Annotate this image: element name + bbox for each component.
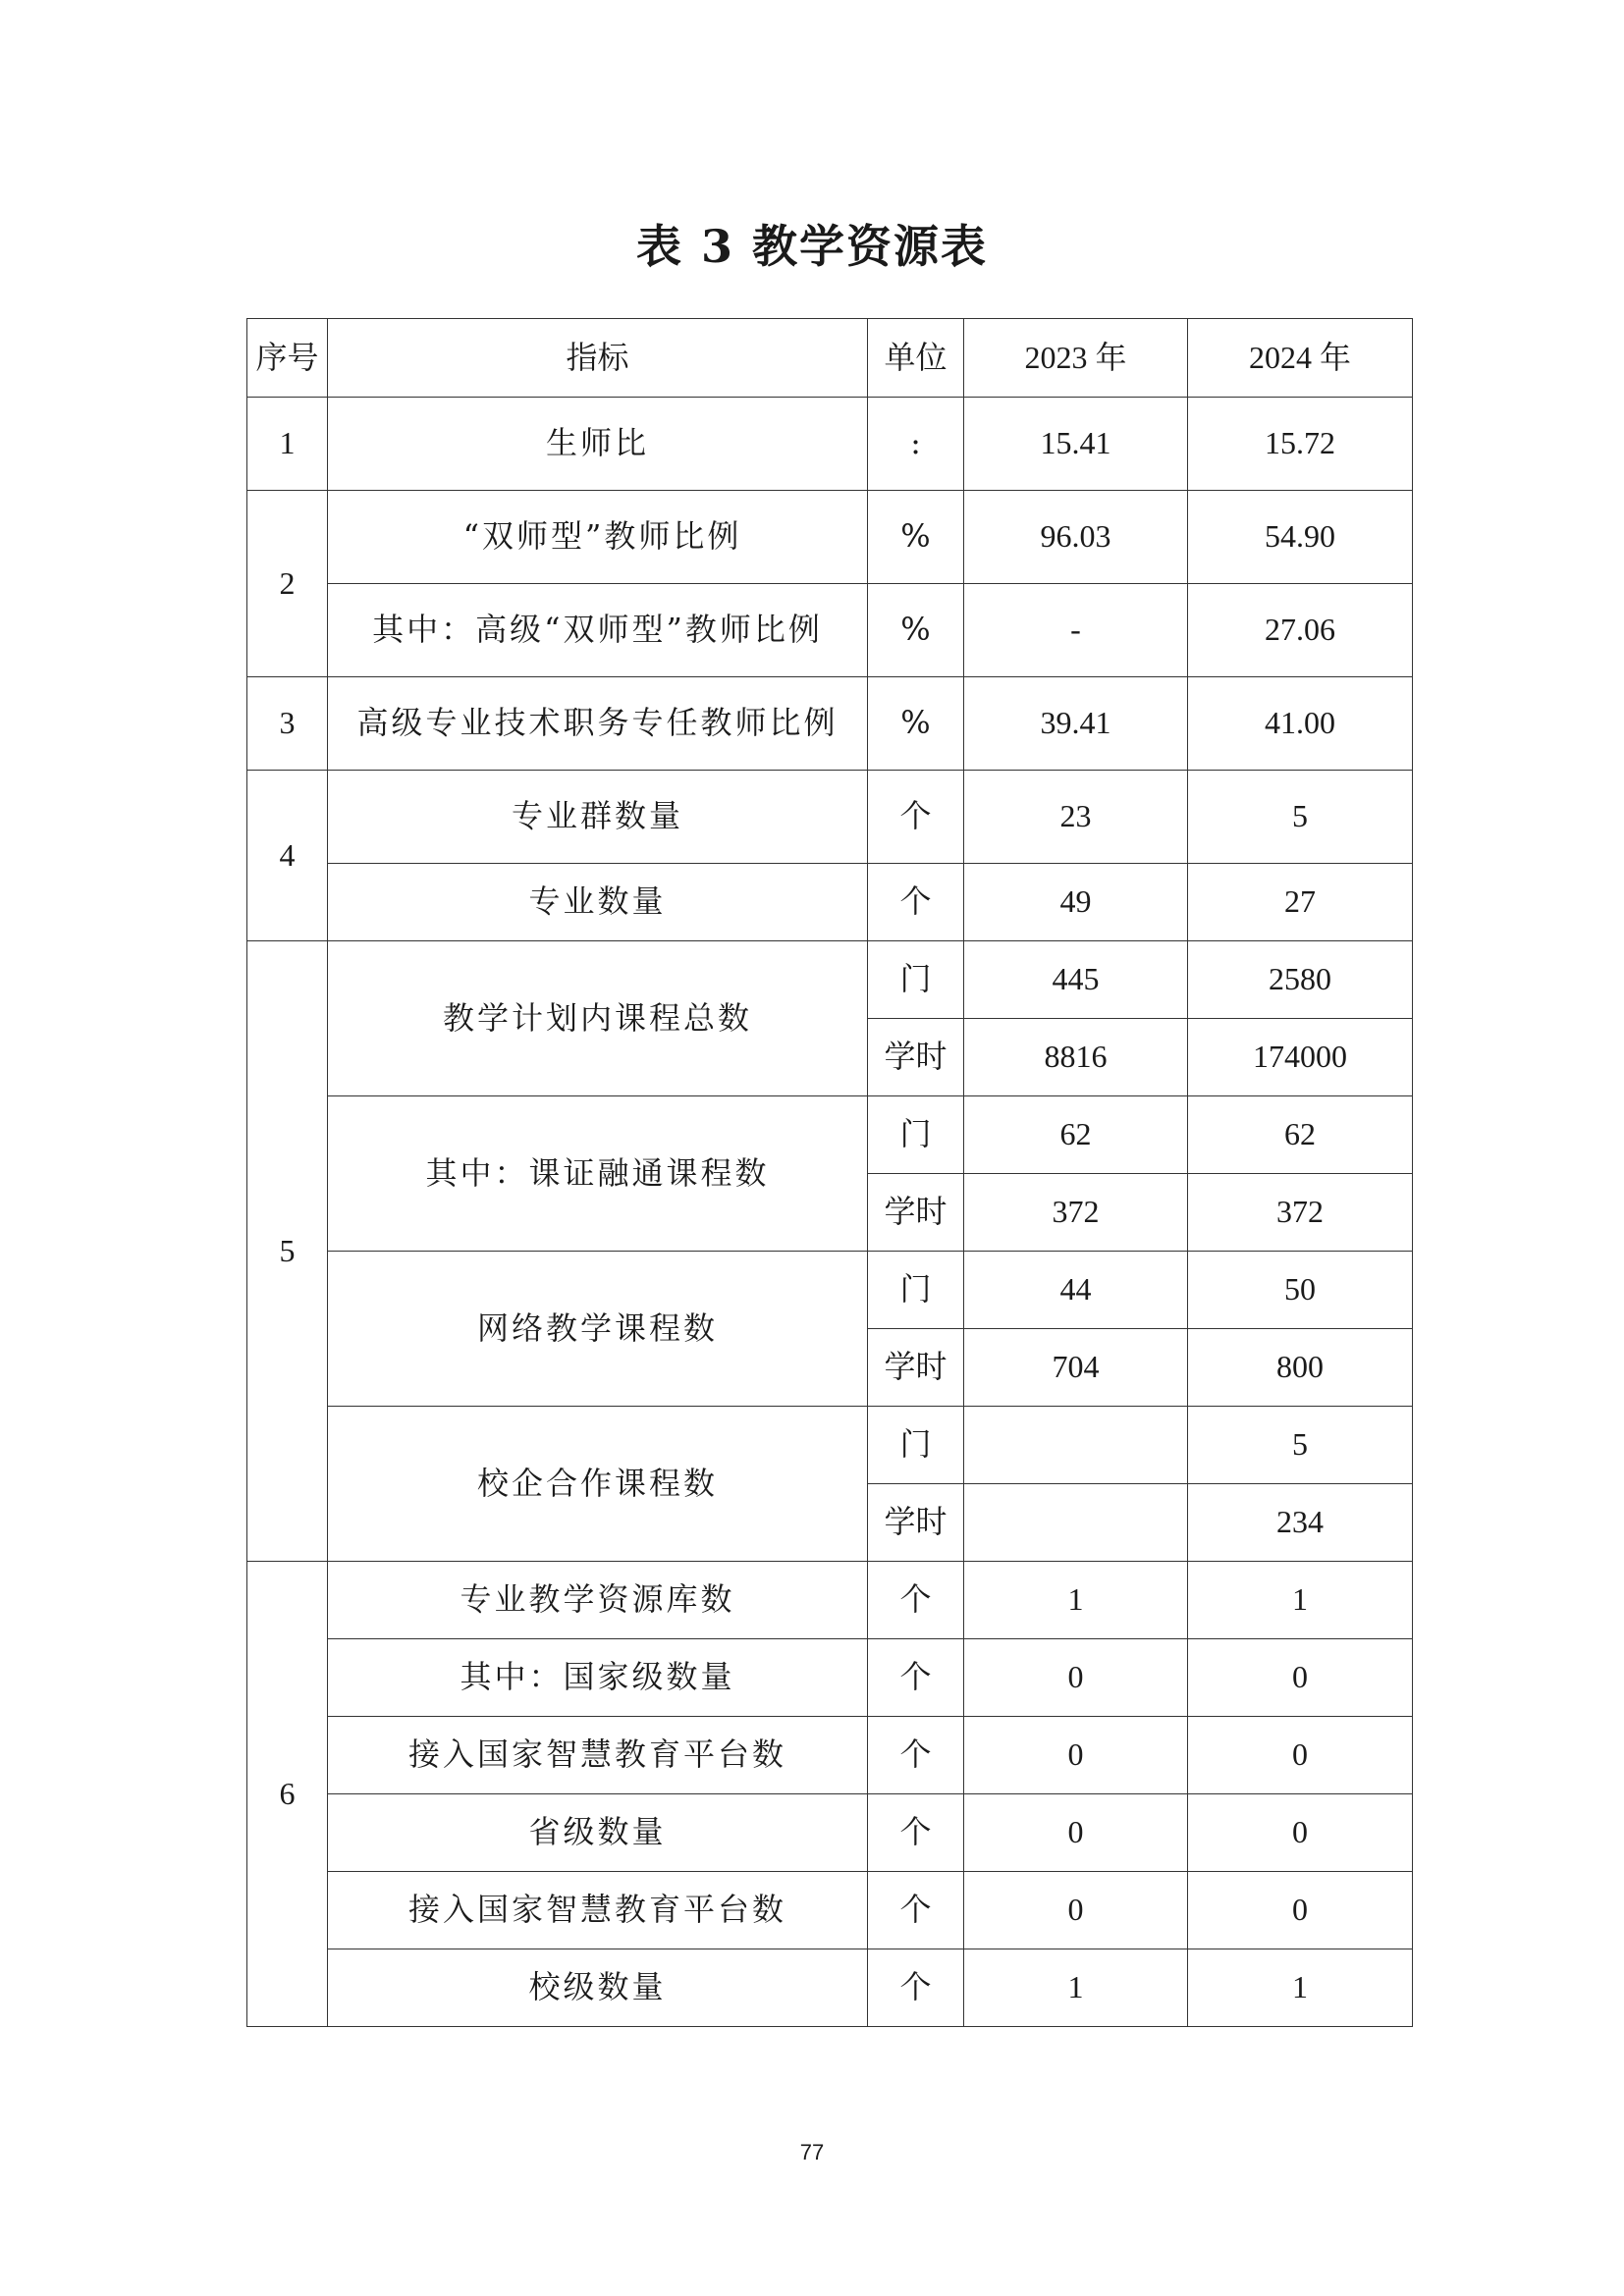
table-row: [247, 491, 1413, 584]
indicator-cell: 省级数量: [328, 1794, 868, 1872]
value-2023-cell: 445: [964, 941, 1188, 1019]
value-2024-cell: 27.06: [1188, 584, 1413, 677]
seq-cell: 6: [247, 1562, 328, 2027]
unit-cell: 学时: [868, 1329, 964, 1407]
table-row: [247, 1562, 1413, 1639]
value-2023-cell: 49: [964, 864, 1188, 941]
page-number: 77: [799, 2140, 825, 2164]
table-row: [247, 941, 1413, 1019]
seq-cell: 1: [247, 398, 328, 491]
indicator-cell: 校级数量: [328, 1949, 868, 2027]
value-2024-cell: 174000: [1188, 1019, 1413, 1096]
teaching-resources-table: [246, 318, 1413, 2027]
indicator-cell: 其中：国家级数量: [328, 1639, 868, 1717]
value-2023-cell: 1: [964, 1949, 1188, 2027]
value-2023-cell: 0: [964, 1794, 1188, 1872]
seq-cell: 3: [247, 677, 328, 771]
unit-cell: 个: [868, 771, 964, 864]
indicator-cell: 高级专业技术职务专任教师比例: [328, 677, 868, 771]
value-2024-cell: 0: [1188, 1639, 1413, 1717]
value-2024-cell: 50: [1188, 1252, 1413, 1329]
unit-cell: %: [868, 677, 964, 771]
unit-cell: 门: [868, 1407, 964, 1484]
table-row: [247, 677, 1413, 771]
value-2023-cell: 15.41: [964, 398, 1188, 491]
seq-cell: 2: [247, 491, 328, 677]
table-row: [247, 1407, 1413, 1484]
table-row: [247, 1252, 1413, 1329]
header-seq: 序号: [247, 319, 328, 398]
value-2023-cell: 44: [964, 1252, 1188, 1329]
value-2024-cell: 54.90: [1188, 491, 1413, 584]
value-2023-cell: 1: [964, 1562, 1188, 1639]
value-2023-cell: 704: [964, 1329, 1188, 1407]
value-2024-cell: 41.00: [1188, 677, 1413, 771]
value-2024-cell: 5: [1188, 1407, 1413, 1484]
unit-cell: 学时: [868, 1484, 964, 1562]
table-title: 表 3 教学资源表: [635, 220, 989, 273]
value-2024-cell: 0: [1188, 1794, 1413, 1872]
value-2024-cell: 0: [1188, 1717, 1413, 1794]
table-row: [247, 398, 1413, 491]
indicator-cell: 专业数量: [328, 864, 868, 941]
value-2024-cell: 62: [1188, 1096, 1413, 1174]
unit-cell: 个: [868, 864, 964, 941]
value-2024-cell: 1: [1188, 1949, 1413, 2027]
indicator-cell: “双师型”教师比例: [328, 491, 868, 584]
table-row: [247, 1872, 1413, 1949]
unit-cell: 学时: [868, 1174, 964, 1252]
unit-cell: 个: [868, 1949, 964, 2027]
indicator-cell: 专业群数量: [328, 771, 868, 864]
unit-cell: 门: [868, 1252, 964, 1329]
value-2023-cell: 62: [964, 1096, 1188, 1174]
value-2023-cell: -: [964, 584, 1188, 677]
value-2023-cell: 23: [964, 771, 1188, 864]
value-2024-cell: 0: [1188, 1872, 1413, 1949]
value-2024-cell: 800: [1188, 1329, 1413, 1407]
header-2023: 2023 年: [964, 319, 1188, 398]
header-indicator: 指标: [328, 319, 868, 398]
unit-cell: :: [868, 398, 964, 491]
value-2023-cell: 372: [964, 1174, 1188, 1252]
value-2024-cell: 2580: [1188, 941, 1413, 1019]
unit-cell: 个: [868, 1717, 964, 1794]
unit-cell: %: [868, 491, 964, 584]
value-2024-cell: 27: [1188, 864, 1413, 941]
header-unit: 单位: [868, 319, 964, 398]
unit-cell: 个: [868, 1794, 964, 1872]
seq-cell: 5: [247, 941, 328, 1562]
unit-cell: 个: [868, 1872, 964, 1949]
header-2024: 2024 年: [1188, 319, 1413, 398]
value-2024-cell: 15.72: [1188, 398, 1413, 491]
unit-cell: 门: [868, 1096, 964, 1174]
indicator-cell: 网络教学课程数: [328, 1252, 868, 1407]
indicator-cell: 校企合作课程数: [328, 1407, 868, 1562]
unit-cell: 个: [868, 1562, 964, 1639]
table-row: [247, 864, 1413, 941]
value-2023-cell: 0: [964, 1639, 1188, 1717]
value-2023-cell: 96.03: [964, 491, 1188, 584]
value-2024-cell: 372: [1188, 1174, 1413, 1252]
table-row: [247, 771, 1413, 864]
indicator-cell: 接入国家智慧教育平台数: [328, 1717, 868, 1794]
unit-cell: %: [868, 584, 964, 677]
value-2023-cell: 8816: [964, 1019, 1188, 1096]
indicator-cell: 接入国家智慧教育平台数: [328, 1872, 868, 1949]
indicator-cell: 教学计划内课程总数: [328, 941, 868, 1096]
value-2024-cell: 5: [1188, 771, 1413, 864]
table-row: [247, 1639, 1413, 1717]
table-row: [247, 1949, 1413, 2027]
table-row: [247, 1096, 1413, 1174]
indicator-cell: 其中：课证融通课程数: [328, 1096, 868, 1252]
indicator-cell: 专业教学资源库数: [328, 1562, 868, 1639]
value-2023-cell: [964, 1484, 1188, 1562]
value-2024-cell: 1: [1188, 1562, 1413, 1639]
value-2023-cell: 0: [964, 1717, 1188, 1794]
value-2023-cell: 0: [964, 1872, 1188, 1949]
table-row: [247, 1717, 1413, 1794]
value-2023-cell: 39.41: [964, 677, 1188, 771]
value-2023-cell: [964, 1407, 1188, 1484]
unit-cell: 学时: [868, 1019, 964, 1096]
seq-cell: 4: [247, 771, 328, 941]
value-2024-cell: 234: [1188, 1484, 1413, 1562]
table-row: [247, 584, 1413, 677]
unit-cell: 个: [868, 1639, 964, 1717]
header-row: [247, 319, 1413, 398]
table-row: [247, 1794, 1413, 1872]
unit-cell: 门: [868, 941, 964, 1019]
indicator-cell: 其中：高级“双师型”教师比例: [328, 584, 868, 677]
indicator-cell: 生师比: [328, 398, 868, 491]
